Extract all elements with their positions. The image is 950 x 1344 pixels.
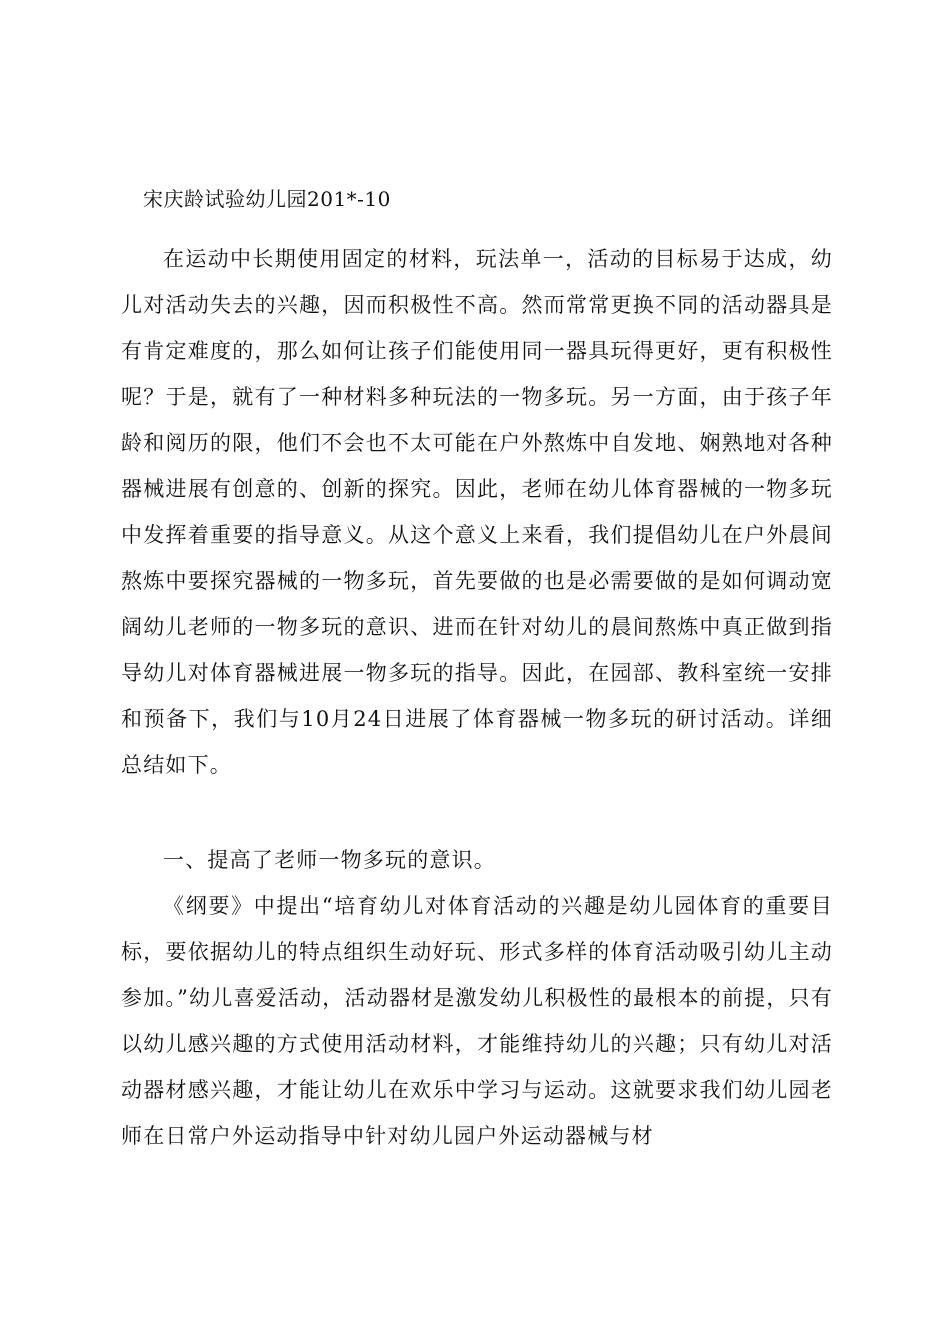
document-header: 宋庆龄试验幼儿园201*-10 <box>143 187 391 211</box>
section-heading: 一、提高了老师一物多玩的意识。 <box>163 848 496 872</box>
document-page <box>121 0 833 1344</box>
body-paragraph-1: 在运动中长期使用固定的材料，玩法单一，活动的目标易于达成，幼儿对活动失去的兴趣，因而积极性不高。然而常常更换不同的活动器具是有肯定难度的，那么如何让孩子们能使用同一器具玩得更好，更有积极性呢？于是，就有了一种材料多种玩法的一物多玩。另一方面，由于孩子年龄和阅历的限，他们不会也不太可能在户外熬炼中自发地、娴熟地对各种器械进展有创意的、创新的探究。因此，老师在幼儿体育器械的一物多玩中发挥着重要的指导意义。从这个意义上来看，我们提倡幼儿在户外晨间熬炼中要探究器械的一物多玩，首先要做的也是必需要做的是如何调动宽阔幼儿老师的一物多玩的意识、进而在针对幼儿的晨间熬炼中真正做到指导幼儿对体育器械进展一物多玩的指导。因此，在园部、教科室统一安排和预备下，我们与10月24日进展了体育器械一物多玩的研讨活动。详细总结如下。 <box>121 247 833 777</box>
body-paragraph-2: 《纲要》中提出“培育幼儿对体育活动的兴趣是幼儿园体育的重要目标，要依据幼儿的特点组织生动好玩、形式多样的体育活动吸引幼儿主动参加。”幼儿喜爱活动，活动器材是激发幼儿积极性的最根本的前提，只有以幼儿感兴趣的方式使用活动材料，才能维持幼儿的兴趣；只有幼儿对活动器材感兴趣，才能让幼儿在欢乐中学习与运动。这就要求我们幼儿园老师在日常户外运动指导中针对幼儿园户外运动器械与材 <box>121 894 833 1148</box>
